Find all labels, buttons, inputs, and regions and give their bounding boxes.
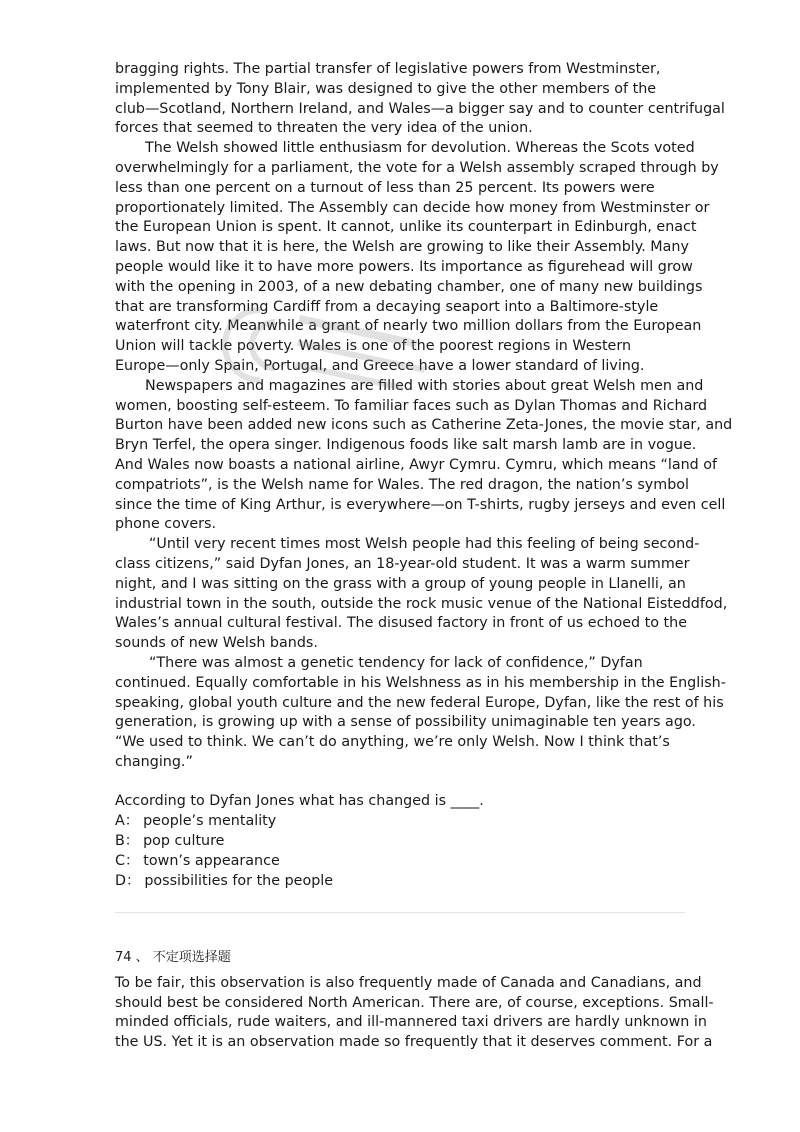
passage-line: generation, is growing up with a sense of possibility unimaginable ten years ago. — [115, 714, 696, 731]
option-letter: A： — [115, 813, 140, 830]
passage-line: the US. Yet it is an observation made so frequently that it deserves comment. For a — [115, 1034, 713, 1051]
passage-line: sounds of new Welsh bands. — [115, 635, 318, 652]
section-divider — [115, 912, 685, 913]
passage-line: changing.” — [115, 753, 193, 770]
passage-line: “Until very recent times most Welsh people had this feeling of being second- — [149, 536, 700, 553]
passage-line: the European Union is spent. It cannot, unlike its counterpart in Edinburgh, enact — [115, 219, 697, 236]
passage-line: continued. Equally comfortable in his Welshness as in his membership in the English- — [115, 674, 726, 691]
option-letter: B： — [115, 833, 140, 850]
answer-option[interactable] — [115, 812, 687, 832]
passage-line: To be fair, this observation is also frequently made of Canada and Canadians, and — [115, 974, 702, 991]
option-text: people’s mentality — [143, 813, 277, 830]
passage-line: overwhelmingly for a parliament, the vote for a Welsh assembly scraped through by — [115, 159, 719, 176]
passage-line: night, and I was sitting on the grass with a group of young people in Llanelli, an — [115, 575, 686, 592]
passage-line: “There was almost a genetic tendency for lack of confidence,” Dyfan — [149, 654, 643, 671]
option-text: possibilities for the people — [144, 872, 334, 889]
option-letter: C： — [115, 852, 140, 869]
answer-option[interactable] — [115, 832, 687, 852]
passage-line: Newspapers and magazines are filled with stories about great Welsh men and — [145, 377, 704, 394]
question-number-heading: 74 、 不定项选择题 — [115, 950, 231, 965]
passage-line: industrial town in the south, outside the rock music venue of the National Eisteddfod, — [115, 595, 728, 612]
option-letter: D： — [115, 872, 141, 889]
passage-block — [115, 60, 733, 891]
passage-line: Burton have been added new icons such as Catherine Zeta-Jones, the movie star, and — [115, 417, 733, 434]
passage-line: phone covers. — [115, 516, 217, 533]
passage-line: with the opening in 2003, of a new debating chamber, one of many new buildings — [115, 278, 703, 295]
passage-line: should best be considered North American. There are, of course, exceptions. Small- — [115, 994, 714, 1011]
passage-line: waterfront city. Meanwhile a grant of nearly two million dollars from the European — [115, 318, 702, 335]
passage-line: Europe—only Spain, Portugal, and Greece have a lower standard of living. — [115, 357, 645, 374]
passage-line: Bryn Terfel, the opera singer. Indigenous foods like salt marsh lamb are in vogue. — [115, 437, 697, 454]
passage-line: club—Scotland, Northern Ireland, and Wales—a bigger say and to counter centrifugal — [115, 100, 725, 117]
passage-line: less than one percent on a turnout of less than 25 percent. Its powers were — [115, 179, 655, 196]
passage-line: forces that seemed to threaten the very idea of the union. — [115, 120, 533, 137]
passage-line: implemented by Tony Blair, was designed to give the other members of the — [115, 80, 657, 97]
passage-line: laws. But now that it is here, the Welsh are growing to like their Assembly. Many — [115, 239, 689, 256]
spacer — [115, 773, 687, 793]
answer-option[interactable] — [115, 872, 687, 892]
passage-line: compatriots”, is the Welsh name for Wales. The red dragon, the nation’s symbol — [115, 476, 689, 493]
passage-line: since the time of King Arthur, is everywhere—on T-shirts, rugby jerseys and even cell — [115, 496, 726, 513]
question-stem: According to Dyfan Jones what has changed is ____. — [115, 793, 484, 810]
next-passage — [115, 974, 714, 1053]
passage-line: Wales’s annual cultural festival. The disused factory in front of us echoed to the — [115, 615, 688, 632]
next-question-block — [115, 948, 714, 1053]
passage-line: The Welsh showed little enthusiasm for devolution. Whereas the Scots voted — [145, 140, 695, 157]
passage-line: that are transforming Cardiff from a decaying seaport into a Baltimore-style — [115, 298, 659, 315]
passage-line: “We used to think. We can’t do anything, we’re only Welsh. Now I think that’s — [115, 734, 670, 751]
passage-line: minded officials, rude waiters, and ill-mannered taxi drivers are hardly unknown in — [115, 1014, 707, 1031]
passage-line: proportionately limited. The Assembly can decide how money from Westminster or — [115, 199, 710, 216]
option-text: pop culture — [143, 833, 225, 850]
passage-line: class citizens,” said Dyfan Jones, an 18-year-old student. It was a warm summer — [115, 555, 690, 572]
answer-option[interactable] — [115, 852, 687, 872]
option-text: town’s appearance — [143, 852, 280, 869]
passage-line: And Wales now boasts a national airline, Awyr Cymru. Cymru, which means “land of — [115, 456, 718, 473]
passage-line: Union will tackle poverty. Wales is one of the poorest regions in Western — [115, 338, 632, 355]
passage-line: people would like it to have more powers. Its importance as figurehead will grow — [115, 258, 693, 275]
passage-line: bragging rights. The partial transfer of legislative powers from Westminster, — [115, 61, 661, 77]
passage-line: speaking, global youth culture and the new federal Europe, Dyfan, like the rest of his — [115, 694, 724, 711]
passage-line: women, boosting self-esteem. To familiar faces such as Dylan Thomas and Richard — [115, 397, 708, 414]
